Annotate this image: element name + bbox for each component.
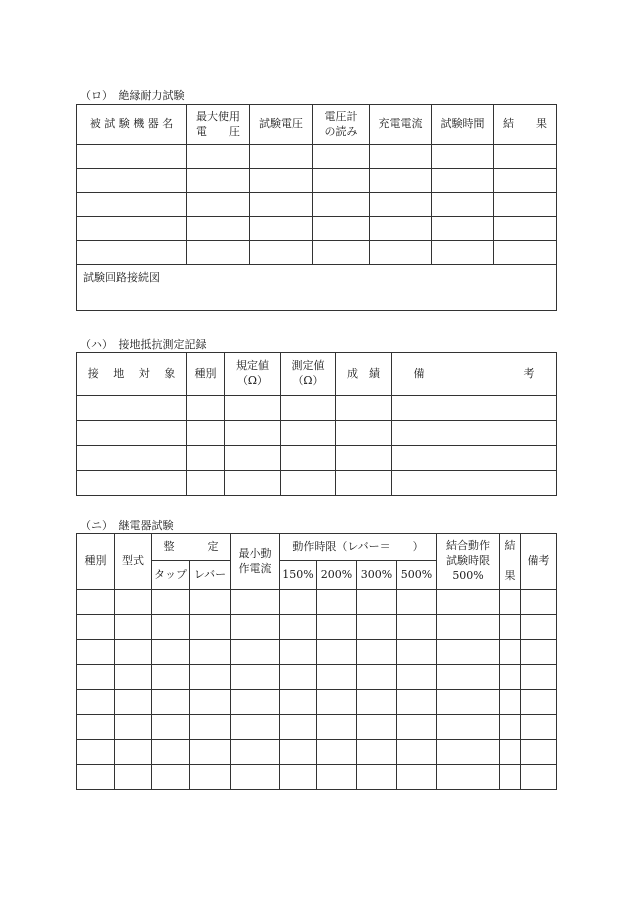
table-cell[interactable] xyxy=(313,241,370,265)
table-cell[interactable] xyxy=(521,615,557,640)
table-header-row xyxy=(77,534,557,561)
table-cell[interactable] xyxy=(250,169,313,193)
table-cell[interactable] xyxy=(190,765,231,790)
table-cell[interactable] xyxy=(231,715,280,740)
table-cell[interactable] xyxy=(190,690,231,715)
table-cell[interactable] xyxy=(521,665,557,690)
table-cell[interactable] xyxy=(336,421,392,446)
table-cell[interactable] xyxy=(77,765,115,790)
table-cell[interactable] xyxy=(250,217,313,241)
table-cell[interactable] xyxy=(152,690,190,715)
table-cell[interactable] xyxy=(152,590,190,615)
table-cell[interactable] xyxy=(231,615,280,640)
table-row xyxy=(77,665,557,690)
table-cell[interactable] xyxy=(115,715,152,740)
table-cell[interactable] xyxy=(115,615,152,640)
table-cell[interactable] xyxy=(397,615,437,640)
section-title-insulation-test: （ロ） 絶縁耐力試験 xyxy=(80,89,185,102)
table-cell[interactable] xyxy=(115,640,152,665)
table-cell[interactable] xyxy=(187,421,225,446)
table-cell[interactable] xyxy=(231,640,280,665)
table-cell[interactable] xyxy=(250,241,313,265)
table-cell[interactable] xyxy=(77,740,115,765)
table-cell[interactable] xyxy=(357,665,397,690)
table-cell[interactable] xyxy=(231,765,280,790)
table-cell[interactable] xyxy=(317,690,357,715)
header-cell: 整 定 xyxy=(152,534,231,561)
table-cell[interactable] xyxy=(494,193,557,217)
table-cell[interactable] xyxy=(281,471,336,496)
table-cell[interactable] xyxy=(225,471,281,496)
table-cell[interactable] xyxy=(494,241,557,265)
table-cell[interactable] xyxy=(437,665,500,690)
table-cell[interactable] xyxy=(313,193,370,217)
table-header-row xyxy=(77,105,557,145)
table-cell[interactable] xyxy=(280,690,317,715)
table-cell[interactable] xyxy=(397,590,437,615)
table-cell[interactable] xyxy=(494,145,557,169)
table-cell[interactable] xyxy=(357,740,397,765)
table-cell[interactable] xyxy=(77,217,187,241)
table-row xyxy=(77,640,557,665)
table-cell[interactable] xyxy=(317,765,357,790)
table-cell[interactable] xyxy=(77,241,187,265)
header-cell: 試験電圧 xyxy=(250,105,313,145)
table-cell[interactable] xyxy=(317,590,357,615)
header-cell: 電圧計 の読み xyxy=(313,105,370,145)
table-cell[interactable] xyxy=(500,640,521,665)
table-cell[interactable] xyxy=(397,715,437,740)
table-cell[interactable] xyxy=(397,740,437,765)
table-cell[interactable] xyxy=(190,715,231,740)
table-cell[interactable] xyxy=(370,217,432,241)
table-cell[interactable] xyxy=(115,665,152,690)
table-cell[interactable] xyxy=(77,421,187,446)
table-row xyxy=(77,193,557,217)
table-cell[interactable] xyxy=(77,145,187,169)
table-cell[interactable] xyxy=(521,740,557,765)
table-cell[interactable] xyxy=(281,421,336,446)
table-cell[interactable] xyxy=(190,665,231,690)
table-cell[interactable] xyxy=(187,217,250,241)
table-cell[interactable] xyxy=(313,217,370,241)
table-row xyxy=(77,765,557,790)
table-cell[interactable] xyxy=(77,590,115,615)
table-cell[interactable] xyxy=(187,169,250,193)
table-row xyxy=(77,169,557,193)
table-cell[interactable] xyxy=(432,169,494,193)
table-cell[interactable] xyxy=(370,169,432,193)
table-cell[interactable] xyxy=(357,715,397,740)
table-cell[interactable] xyxy=(370,145,432,169)
header-cell: 接 地 対 象 xyxy=(77,353,187,396)
header-cell: 規定値 （Ω） xyxy=(225,353,281,396)
table-cell[interactable] xyxy=(225,421,281,446)
table-cell[interactable] xyxy=(500,690,521,715)
table-cell[interactable] xyxy=(370,241,432,265)
header-cell: 結 果 xyxy=(494,105,557,145)
table-row xyxy=(77,217,557,241)
table-cell[interactable] xyxy=(280,715,317,740)
table-cell[interactable] xyxy=(77,396,187,421)
table-cell[interactable] xyxy=(521,765,557,790)
table-cell[interactable] xyxy=(190,740,231,765)
table-cell[interactable] xyxy=(336,471,392,496)
header-cell: 結 果 xyxy=(500,534,521,590)
table-cell[interactable] xyxy=(152,740,190,765)
table-cell[interactable] xyxy=(281,396,336,421)
table-cell[interactable] xyxy=(500,765,521,790)
table-cell[interactable] xyxy=(77,640,115,665)
table-row xyxy=(77,590,557,615)
header-cell: 型式 xyxy=(115,534,152,590)
table-cell[interactable] xyxy=(280,765,317,790)
table-cell[interactable] xyxy=(336,396,392,421)
table-cell[interactable] xyxy=(225,396,281,421)
relay-test-table xyxy=(76,533,557,790)
table-cell[interactable] xyxy=(152,665,190,690)
table-cell[interactable] xyxy=(432,193,494,217)
table-cell[interactable] xyxy=(280,665,317,690)
header-cell: 試験時間 xyxy=(432,105,494,145)
table-cell[interactable] xyxy=(77,193,187,217)
section-title-relay-test: （ニ） 継電器試験 xyxy=(80,519,174,532)
table-cell[interactable] xyxy=(115,765,152,790)
table-cell[interactable] xyxy=(494,217,557,241)
table-cell[interactable] xyxy=(392,471,557,496)
table-cell[interactable] xyxy=(500,665,521,690)
table-cell[interactable] xyxy=(392,421,557,446)
table-cell[interactable] xyxy=(432,241,494,265)
header-cell: 最小動 作電流 xyxy=(231,534,280,590)
header-cell: レバー xyxy=(190,561,231,590)
table-cell[interactable] xyxy=(500,615,521,640)
table-cell[interactable] xyxy=(521,715,557,740)
table-cell[interactable] xyxy=(437,765,500,790)
table-cell[interactable] xyxy=(187,241,250,265)
table-cell[interactable] xyxy=(280,640,317,665)
table-row xyxy=(77,421,557,446)
header-cell: 成 績 xyxy=(336,353,392,396)
table-row xyxy=(77,145,557,169)
table-cell[interactable] xyxy=(494,169,557,193)
section-title-ground-resistance: （ハ） 接地抵抗測定記録 xyxy=(80,338,207,351)
insulation-test-table xyxy=(76,104,557,311)
table-cell[interactable] xyxy=(357,640,397,665)
table-cell[interactable] xyxy=(77,446,187,471)
table-cell[interactable] xyxy=(397,665,437,690)
table-cell[interactable] xyxy=(437,590,500,615)
table-cell[interactable] xyxy=(317,740,357,765)
table-cell[interactable] xyxy=(152,765,190,790)
header-cell: 充電電流 xyxy=(370,105,432,145)
table-cell[interactable] xyxy=(231,590,280,615)
table-row xyxy=(77,715,557,740)
table-cell[interactable] xyxy=(397,690,437,715)
table-cell[interactable] xyxy=(187,446,225,471)
header-cell: 種別 xyxy=(187,353,225,396)
table-cell[interactable] xyxy=(357,615,397,640)
table-cell[interactable] xyxy=(250,193,313,217)
table-cell[interactable] xyxy=(336,446,392,471)
table-cell[interactable] xyxy=(313,169,370,193)
table-cell[interactable] xyxy=(250,145,313,169)
table-row xyxy=(77,471,557,496)
table-cell[interactable] xyxy=(190,590,231,615)
table-row xyxy=(77,740,557,765)
table-cell[interactable] xyxy=(437,615,500,640)
table-cell[interactable] xyxy=(397,640,437,665)
table-row xyxy=(77,446,557,471)
table-cell[interactable] xyxy=(152,615,190,640)
table-cell[interactable] xyxy=(190,615,231,640)
table-cell[interactable] xyxy=(437,640,500,665)
table-cell[interactable] xyxy=(231,740,280,765)
table-cell[interactable] xyxy=(280,590,317,615)
header-cell: タップ xyxy=(152,561,190,590)
table-cell[interactable] xyxy=(317,640,357,665)
table-cell[interactable] xyxy=(521,640,557,665)
table-cell[interactable] xyxy=(500,590,521,615)
ground-resistance-table xyxy=(76,352,557,496)
header-cell: 種別 xyxy=(77,534,115,590)
table-cell[interactable] xyxy=(521,590,557,615)
table-cell[interactable] xyxy=(77,690,115,715)
table-cell[interactable] xyxy=(317,715,357,740)
circuit-diagram-label: 試験回路接続図 xyxy=(77,265,557,311)
header-cell: 備考 xyxy=(521,534,557,590)
table-cell[interactable] xyxy=(432,217,494,241)
table-cell[interactable] xyxy=(77,471,187,496)
table-cell[interactable] xyxy=(280,740,317,765)
header-cell: 200% xyxy=(317,561,357,590)
table-row xyxy=(77,690,557,715)
table-cell[interactable] xyxy=(357,690,397,715)
table-cell[interactable] xyxy=(187,396,225,421)
table-cell[interactable] xyxy=(231,665,280,690)
table-cell[interactable] xyxy=(115,590,152,615)
header-cell: 備 考 xyxy=(392,353,557,396)
table-cell[interactable] xyxy=(77,615,115,640)
table-cell[interactable] xyxy=(115,690,152,715)
table-cell[interactable] xyxy=(357,765,397,790)
table-cell[interactable] xyxy=(500,715,521,740)
table-cell[interactable] xyxy=(392,396,557,421)
table-cell[interactable] xyxy=(280,615,317,640)
table-cell[interactable] xyxy=(152,715,190,740)
header-cell: 300% xyxy=(357,561,397,590)
table-row xyxy=(77,615,557,640)
table-cell[interactable] xyxy=(187,193,250,217)
header-cell: 被 試 験 機 器 名 xyxy=(77,105,187,145)
table-cell[interactable] xyxy=(115,740,152,765)
table-cell[interactable] xyxy=(397,765,437,790)
table-cell[interactable] xyxy=(317,615,357,640)
table-cell[interactable] xyxy=(187,145,250,169)
table-row xyxy=(77,241,557,265)
table-cell[interactable] xyxy=(231,690,280,715)
header-cell: 測定値 （Ω） xyxy=(281,353,336,396)
table-cell[interactable] xyxy=(392,446,557,471)
header-cell: 結合動作 試験時限 500% xyxy=(437,534,500,590)
table-cell[interactable] xyxy=(500,740,521,765)
table-header-row xyxy=(77,353,557,396)
table-cell[interactable] xyxy=(187,471,225,496)
table-cell[interactable] xyxy=(313,145,370,169)
header-cell: 最大使用 電 圧 xyxy=(187,105,250,145)
table-cell[interactable] xyxy=(317,665,357,690)
table-cell[interactable] xyxy=(281,446,336,471)
table-cell[interactable] xyxy=(521,690,557,715)
table-row xyxy=(77,396,557,421)
table-cell[interactable] xyxy=(357,590,397,615)
header-cell: 150% xyxy=(280,561,317,590)
table-cell[interactable] xyxy=(437,715,500,740)
table-cell[interactable] xyxy=(437,740,500,765)
table-cell[interactable] xyxy=(77,665,115,690)
table-cell[interactable] xyxy=(152,640,190,665)
table-cell[interactable] xyxy=(77,715,115,740)
table-cell[interactable] xyxy=(437,690,500,715)
table-cell[interactable] xyxy=(190,640,231,665)
table-cell[interactable] xyxy=(370,193,432,217)
table-cell[interactable] xyxy=(77,169,187,193)
table-cell[interactable] xyxy=(432,145,494,169)
header-cell: 500% xyxy=(397,561,437,590)
header-cell: 動作時限（レバー＝ ） xyxy=(280,534,437,561)
table-cell[interactable] xyxy=(225,446,281,471)
circuit-diagram-row xyxy=(77,265,557,311)
